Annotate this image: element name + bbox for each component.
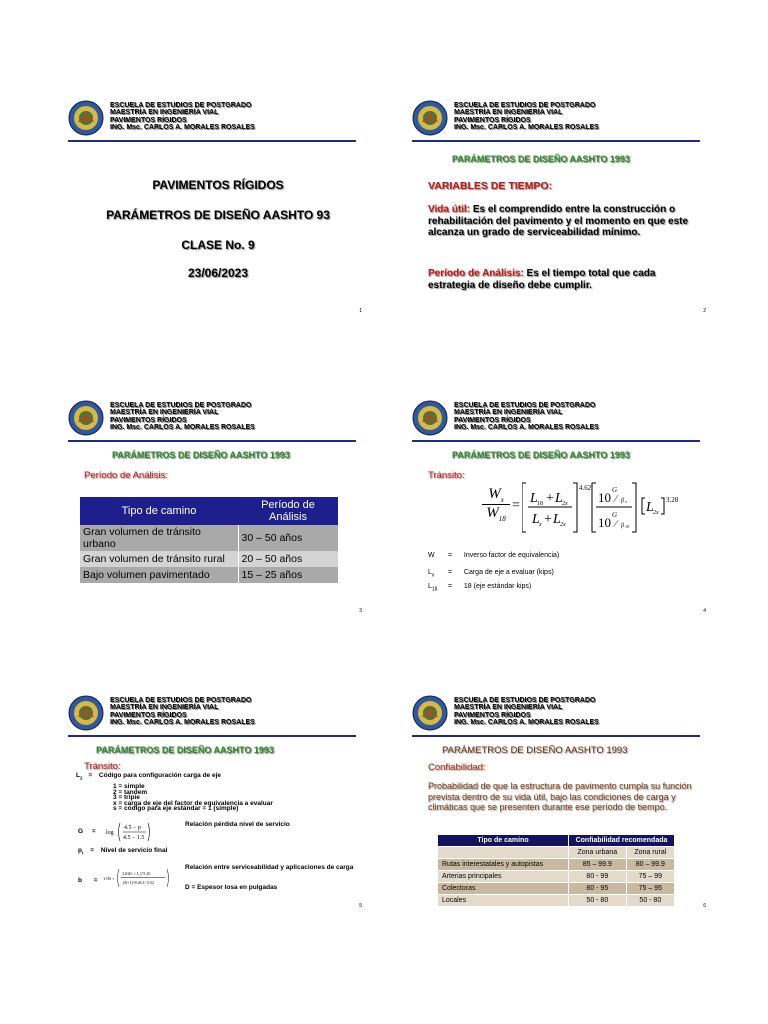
def-text: Carga de eje a evaluar (kips) — [463, 569, 554, 576]
header-rule — [412, 440, 700, 442]
header-line: ESCUELA DE ESTUDIOS DE POSTGRADO — [454, 697, 596, 704]
svg-text:⁄: ⁄ — [615, 494, 617, 505]
school-header — [110, 697, 255, 727]
slide-heading: PARÁMETROS DE DISEÑO AASHTO 1993 — [442, 745, 628, 756]
header-rule — [68, 140, 356, 142]
svg-text:3.63(L + L )^5.20: 3.63(L + L )^5.20 — [122, 871, 151, 876]
page-number: 4 — [703, 608, 706, 614]
svg-text:(D+1)^8.46 L^3.52: (D+1)^8.46 L^3.52 — [123, 880, 155, 885]
page-number: 5 — [359, 903, 362, 909]
pt-eq: = — [90, 847, 95, 854]
formula-exp2: 3.28 — [666, 496, 679, 504]
g-symbol: G — [78, 828, 84, 835]
table-cell: Gran volumen de tránsito rural — [83, 553, 225, 565]
pt-row — [78, 847, 167, 855]
code-item: 3 = tripie — [113, 794, 140, 802]
table-cell: 75 – 95 — [626, 883, 674, 895]
svg-text:2x: 2x — [562, 501, 568, 507]
periodo-label: Período de Análisis: — [428, 268, 524, 279]
header-line: ESCUELA DE ESTUDIOS DE POSTGRADO — [110, 102, 252, 109]
header-line: ING. Msc. CARLOS A. MORALES ROSALES — [110, 424, 255, 432]
header-line: PAVIMENTOS RÍGIDOS — [110, 116, 187, 124]
b-symbol: b — [78, 877, 82, 884]
header-line: ESCUELA DE ESTUDIOS DE POSTGRADO — [454, 402, 596, 409]
table-cell: 30 – 50 años — [238, 525, 338, 551]
svg-text:β: β — [621, 523, 624, 529]
university-seal-logo — [68, 100, 104, 136]
table-cell: Rutas interestatales y autopistas — [438, 859, 569, 871]
pt-text: Nivel de servicio final — [100, 847, 168, 854]
table-subheader: Zona urbana — [569, 847, 627, 859]
pt-symbol: p — [78, 847, 82, 854]
svg-text:10: 10 — [598, 515, 611, 530]
svg-text:+: + — [546, 491, 554, 506]
def-symbol-sub: x — [431, 572, 435, 579]
table-cell: 85 – 99.9 — [569, 859, 627, 871]
table-header: Tipo de camino — [438, 835, 569, 847]
section-title: Confiabilidad: — [428, 762, 486, 773]
header-line: PAVIMENTOS RÍGIDOS — [110, 711, 187, 719]
g-eq: = — [91, 828, 96, 835]
l2-row — [76, 772, 221, 780]
header-line: PAVIMENTOS RÍGIDOS — [454, 116, 531, 124]
vida-util-text: Es el comprendido entre la construcción o rehabilitación del pavimento y el momento en que este alcanza un grado de serviceabilidad mínimo. — [428, 204, 689, 238]
svg-text:L: L — [532, 512, 540, 527]
svg-text:2x: 2x — [653, 510, 659, 516]
header-line: PAVIMENTOS RÍGIDOS — [110, 416, 187, 424]
vida-util-label: Vida útil: — [428, 204, 471, 215]
reliability-paragraph: Probabilidad de que la estructura de pavimento cumpla su función prevista dentro de su vida útil, bajo las condiciones de carga y climáticas que se presenten durante ese período de tiempo. — [428, 781, 692, 812]
slide-6 — [412, 695, 706, 913]
svg-text:L: L — [553, 512, 561, 527]
svg-text:L: L — [530, 491, 538, 506]
def-eq: = — [447, 569, 453, 576]
school-header — [110, 402, 255, 432]
table-header: Tipo de camino — [80, 497, 238, 525]
svg-text:x: x — [539, 522, 542, 528]
table-row — [438, 895, 674, 907]
b-label: Relación entre serviceabilidad y aplicaciones de carga — [185, 864, 354, 871]
slide-1 — [68, 100, 362, 318]
slide-4 — [412, 400, 706, 618]
table-cell — [438, 847, 569, 859]
l2-symbol-sub: 2 — [79, 775, 83, 781]
periodo-text: Es el tiempo total que cada estrategia de diseño debe cumplir. — [428, 268, 656, 291]
slide-heading: PARÁMETROS DE DISEÑO AASHTO 1993 — [96, 745, 274, 755]
table-row — [438, 883, 674, 895]
periodo-table — [80, 497, 338, 583]
university-seal-logo — [412, 100, 448, 136]
school-header — [454, 697, 599, 727]
school-header — [110, 102, 255, 132]
school-header — [454, 102, 599, 132]
header-line: MAESTRÍA EN INGENIERÍA VIAL — [110, 409, 219, 417]
section-title: Período de Análisis: — [84, 470, 168, 481]
table-row — [438, 859, 674, 871]
g-formula — [106, 821, 164, 843]
svg-text:2x: 2x — [560, 522, 566, 528]
table-row — [438, 871, 674, 883]
svg-text:18: 18 — [625, 524, 629, 529]
code-item: s = código para eje estándar = 1 (simple) — [113, 805, 239, 813]
header-rule — [412, 735, 700, 737]
page-number: 3 — [359, 608, 362, 614]
formula-wx-sub: x — [500, 496, 504, 504]
table-header: Confiabilidad recomendada — [569, 835, 675, 847]
svg-text:log: log — [106, 830, 114, 836]
b-eq: = — [93, 877, 98, 884]
header-line: ING. Msc. CARLOS A. MORALES ROSALES — [454, 719, 599, 727]
header-line: ESCUELA DE ESTUDIOS DE POSTGRADO — [110, 697, 252, 704]
slide-heading: PARÁMETROS DE DISEÑO AASHTO 1993 — [112, 450, 290, 460]
g-row — [78, 828, 96, 835]
svg-text:β: β — [621, 498, 624, 504]
table-cell: Gran volumen de tránsito urbano — [83, 526, 201, 550]
def-text: Inverso factor de equivalencia) — [463, 552, 560, 559]
university-seal-logo — [68, 400, 104, 436]
table-cell: 20 – 50 años — [238, 551, 338, 567]
table-cell: 80 - 99 — [569, 871, 627, 883]
table-cell: 75 – 99 — [626, 871, 674, 883]
university-seal-logo — [412, 695, 448, 731]
section-title: VARIABLES DE TIEMPO: — [428, 180, 553, 192]
definition-row — [428, 567, 559, 581]
formula-wx: W — [488, 486, 501, 502]
svg-text:x: x — [625, 499, 627, 504]
svg-text:L: L — [555, 491, 563, 506]
table-cell: Arterias principales — [438, 871, 569, 883]
g-label: Relación pérdida nivel de servicio — [185, 821, 290, 828]
header-line: ING. Msc. CARLOS A. MORALES ROSALES — [454, 124, 599, 132]
header-line: ING. Msc. CARLOS A. MORALES ROSALES — [110, 124, 255, 132]
def-symbol: L — [428, 583, 432, 591]
slide-title: PAVIMENTOS RÍGIDOS — [152, 178, 284, 192]
svg-text:⁄: ⁄ — [615, 519, 617, 530]
clase-date: 23/06/2023 — [187, 266, 249, 280]
def-eq: = — [447, 552, 453, 559]
header-line: PAVIMENTOS RÍGIDOS — [454, 711, 531, 719]
def-symbol-sub: 18 — [431, 586, 438, 593]
page-number: 6 — [703, 903, 706, 909]
svg-text:1.00 +: 1.00 + — [103, 876, 115, 881]
header-line: MAESTRÍA EN INGENIERÍA VIAL — [110, 704, 219, 712]
svg-text:4.5 − 1.5: 4.5 − 1.5 — [123, 835, 145, 841]
slide-subtitle: PARÁMETROS DE DISEÑO AASHTO 93 — [106, 208, 330, 222]
section-title: Tránsito: — [428, 470, 465, 481]
l2-symbol: L — [76, 772, 80, 779]
b-row — [78, 877, 98, 884]
svg-text:G: G — [612, 511, 618, 519]
table-cell: Bajo volumen pavimentado — [83, 569, 210, 581]
definition-row — [428, 581, 559, 595]
formula-exp1: 4.62 — [579, 484, 592, 492]
slide-heading: PARÁMETROS DE DISEÑO AASHTO 1993 — [452, 450, 630, 460]
l2-eq: = — [88, 772, 93, 779]
page-number: 1 — [359, 308, 362, 314]
header-rule — [68, 440, 356, 442]
table-cell: Colectoras — [438, 883, 569, 895]
section-title: Tránsito: — [84, 761, 121, 772]
table-row — [80, 567, 338, 583]
formula-w18-sub: 18 — [498, 515, 506, 523]
b-formula — [103, 867, 175, 889]
svg-text:G: G — [612, 486, 618, 494]
svg-text:L: L — [646, 500, 654, 515]
header-line: ING. Msc. CARLOS A. MORALES ROSALES — [454, 424, 599, 432]
def-text: 18 (eje estándar kips) — [463, 583, 532, 591]
header-line: MAESTRÍA EN INGENIERÍA VIAL — [454, 409, 563, 417]
code-item: 2 = tandem — [113, 788, 148, 796]
university-seal-logo — [68, 695, 104, 731]
clase-number: CLASE No. 9 — [181, 238, 255, 252]
formula-graphic — [522, 480, 692, 536]
svg-text:4.5 − p: 4.5 − p — [124, 825, 141, 831]
slide-2 — [412, 100, 706, 318]
table-cell: 50 - 80 — [626, 895, 674, 907]
def-symbol: L — [428, 569, 432, 576]
header-line: ESCUELA DE ESTUDIOS DE POSTGRADO — [110, 402, 252, 409]
table-cell: 15 – 25 años — [238, 567, 338, 583]
university-seal-logo — [412, 400, 448, 436]
definitions — [428, 550, 559, 596]
school-header — [454, 402, 599, 432]
table-cell: 80 - 95 — [569, 883, 627, 895]
header-line: ESCUELA DE ESTUDIOS DE POSTGRADO — [454, 102, 596, 109]
header-line: PAVIMENTOS RÍGIDOS — [454, 416, 531, 424]
formula-w18: W — [486, 505, 499, 521]
header-rule — [68, 735, 356, 737]
table-row — [80, 551, 338, 567]
equivalence-formula: $W_x$ $W_{18}$ = L 18 + L 2x L x + L 2x 4.62 10 G ⁄ β x 10 G ⁄ β 18 L 2x 3.28 — [482, 480, 692, 534]
def-eq: = — [447, 583, 453, 591]
table-header: Período de Análisis — [238, 497, 338, 525]
vida-util-paragraph — [428, 204, 690, 239]
svg-text:10: 10 — [598, 490, 611, 505]
header-line: MAESTRÍA EN INGENIERÍA VIAL — [454, 704, 563, 712]
slide-heading: PARÁMETROS DE DISEÑO AASHTO 1993 — [452, 154, 630, 164]
d-text: D = Espesor losa en pulgadas — [185, 884, 278, 891]
svg-text:18: 18 — [537, 501, 543, 507]
header-rule — [412, 140, 700, 142]
table-subheader: Zona rural — [626, 847, 674, 859]
table-row — [80, 525, 338, 551]
page-number: 2 — [703, 308, 706, 314]
header-line: MAESTRÍA EN INGENIERÍA VIAL — [454, 109, 563, 117]
l2-text: Código para configuración carga de eje — [98, 772, 222, 779]
slide-3 — [68, 400, 362, 618]
header-line: ING. Msc. CARLOS A. MORALES ROSALES — [110, 719, 255, 727]
header-line: MAESTRÍA EN INGENIERÍA VIAL — [110, 109, 219, 117]
table-cell: 80 – 99.9 — [626, 859, 674, 871]
code-item: x = carga de eje del factor de equivalencia a evaluar — [113, 799, 273, 807]
reliability-table — [438, 835, 674, 906]
table-cell: Locales — [438, 895, 569, 907]
periodo-paragraph — [428, 268, 690, 291]
table-cell: 50 - 80 — [569, 895, 627, 907]
definition-row — [428, 550, 559, 561]
axle-codes — [113, 784, 273, 812]
code-item: 1 = simple — [113, 783, 145, 790]
pt-symbol-sub: t — [81, 850, 84, 856]
def-symbol: W — [428, 552, 435, 559]
svg-text:+: + — [544, 512, 552, 527]
slide-5 — [68, 695, 362, 913]
